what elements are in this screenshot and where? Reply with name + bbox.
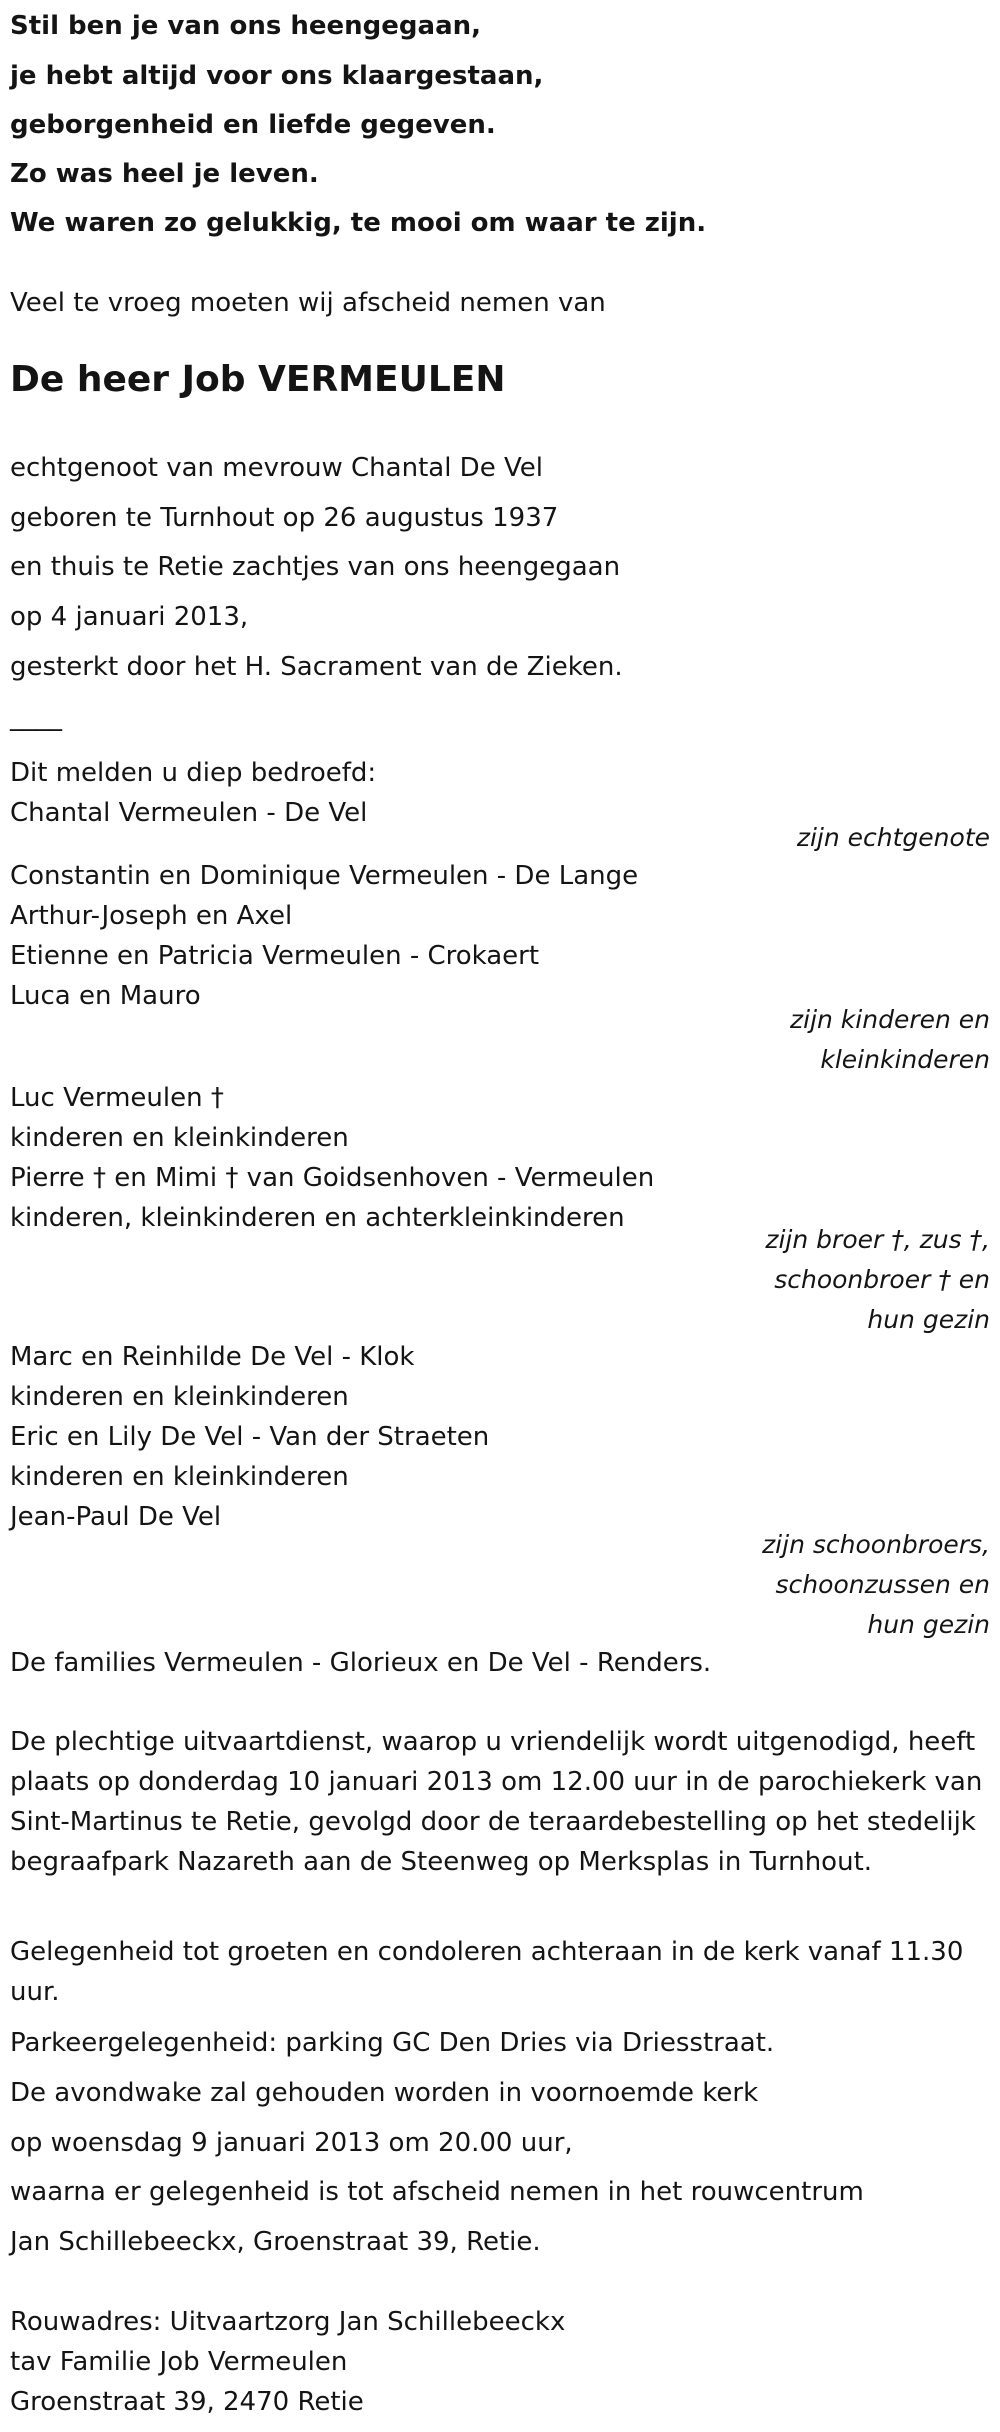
condolence-text: Gelegenheid tot groeten en condoleren achteraan in de kerk vanaf 11.30 uur. [10,1937,964,2007]
siblings-line-3: Pierre † en Mimi † van Goidsenhoven - Vermeulen [10,1163,655,1193]
inlaws-line-5: Jean-Paul De Vel [10,1502,222,1532]
poem-line-3: geborgenheid en liefde gegeven. [10,110,496,140]
detail-line-4: op 4 januari 2013, [10,602,249,632]
spouse-relation: zijn echtgenote [796,823,990,852]
siblings-line-4: kinderen, kleinkinderen en achterkleinkinderen [10,1203,625,1233]
detail-line-5: gesterkt door het H. Sacrament van de Zieken. [10,652,623,682]
poem-line-4: Zo was heel je leven. [10,159,319,189]
children-relation-2: kleinkinderen [820,1045,990,1074]
deceased-name: De heer Job VERMEULEN [10,359,506,400]
separator-line: ____ [10,702,62,732]
spouse-name: Chantal Vermeulen - De Vel [10,798,368,828]
inlaws-line-1: Marc en Reinhilde De Vel - Klok [10,1342,415,1372]
inlaws-relation-2: schoonzussen en [775,1570,990,1599]
siblings-relation-2: schoonbroer † en [774,1265,990,1294]
poem-line-2: je hebt altijd voor ons klaargestaan, [10,61,544,91]
address-line-3: Groenstraat 39, 2470 Retie [10,2387,364,2417]
parking-text: Parkeergelegenheid: parking GC Den Dries via Driesstraat. [10,2028,775,2058]
children-relation-1: zijn kinderen en [790,1005,990,1034]
inlaws-relation-1: zijn schoonbroers, [762,1530,990,1559]
inlaws-relation-3: hun gezin [867,1610,990,1639]
wake-line-2: op woensdag 9 januari 2013 om 20.00 uur, [10,2128,573,2158]
children-line-4: Luca en Mauro [10,981,201,1011]
children-line-1: Constantin en Dominique Vermeulen - De Lange [10,861,639,891]
detail-line-2: geboren te Turnhout op 26 augustus 1937 [10,503,559,533]
inlaws-line-2: kinderen en kleinkinderen [10,1382,349,1412]
siblings-relation-1: zijn broer †, zus †, [765,1225,990,1254]
inlaws-line-4: kinderen en kleinkinderen [10,1462,349,1492]
address-line-2: tav Familie Job Vermeulen [10,2347,348,2377]
announcement-text: Dit melden u diep bedroefd: [10,758,377,788]
wake-line-3: waarna er gelegenheid is tot afscheid nemen in het rouwcentrum [10,2177,864,2207]
families-text: De families Vermeulen - Glorieux en De Vel - Renders. [10,1648,712,1678]
wake-line-4: Jan Schillebeeckx, Groenstraat 39, Retie. [10,2227,541,2257]
siblings-line-1: Luc Vermeulen † [10,1083,224,1113]
address-line-1: Rouwadres: Uitvaartzorg Jan Schillebeeckx [10,2307,566,2337]
service-text: De plechtige uitvaartdienst, waarop u vriendelijk wordt uitgenodigd, heeft plaats op donderdag 10 januari 2013 om 12.00 uur in de parochiekerk van Sint-Martinus te Retie, gevolgd door de teraardebestelling op het stedelijk begraafpark Nazareth aan de Steenweg op Merksplas in Turnhout. [10,1727,983,1877]
siblings-line-2: kinderen en kleinkinderen [10,1123,349,1153]
siblings-relation-3: hun gezin [867,1305,990,1334]
wake-line-1: De avondwake zal gehouden worden in voornoemde kerk [10,2078,759,2108]
intro-text: Veel te vroeg moeten wij afscheid nemen van [10,288,606,318]
detail-line-3: en thuis te Retie zachtjes van ons heengegaan [10,552,621,582]
inlaws-line-3: Eric en Lily De Vel - Van der Straeten [10,1422,490,1452]
poem-line-1: Stil ben je van ons heengegaan, [10,11,482,41]
children-line-3: Etienne en Patricia Vermeulen - Crokaert [10,941,540,971]
poem-line-5: We waren zo gelukkig, te mooi om waar te zijn. [10,208,707,238]
children-line-2: Arthur-Joseph en Axel [10,901,293,931]
detail-line-1: echtgenoot van mevrouw Chantal De Vel [10,453,543,483]
